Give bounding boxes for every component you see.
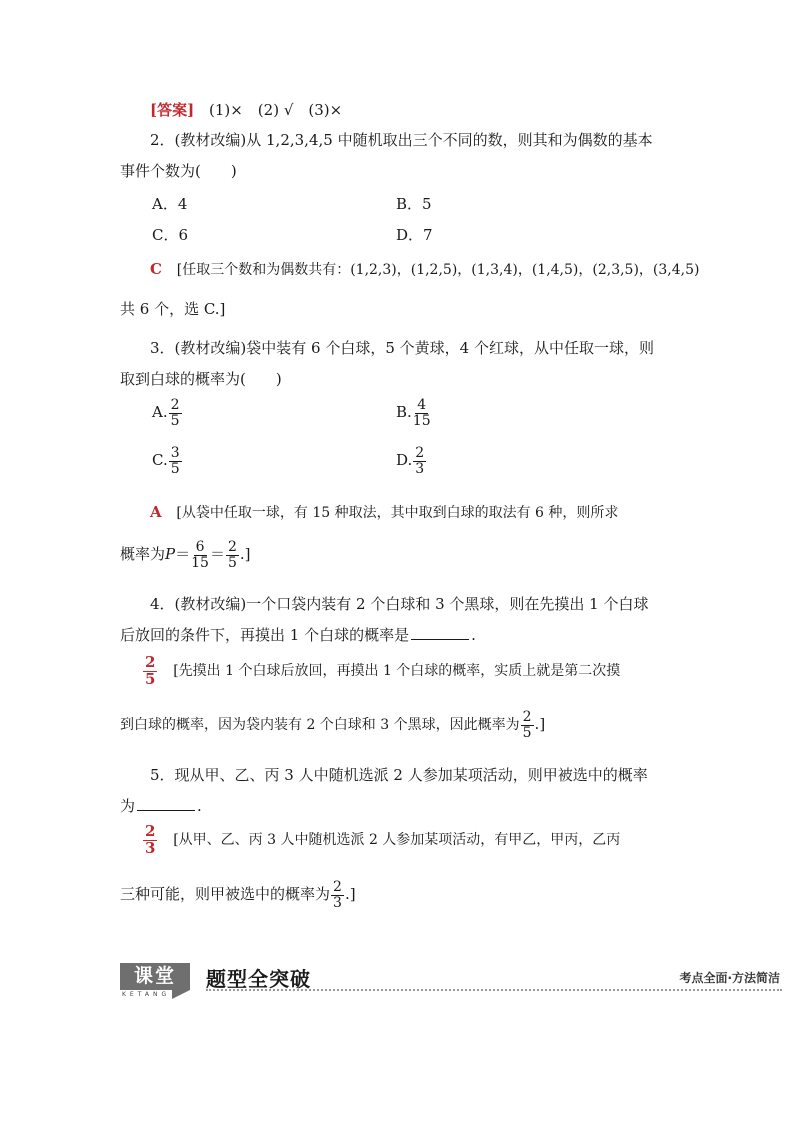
q3-option-c [152,446,183,476]
option-fraction: $\frac{4}{15}$ [412,397,431,429]
solution-suffix: .] [344,885,356,904]
q2-option-a: A．4 [152,195,188,213]
q3-solution-text: [从袋中任取一球，有 15 种取法，其中取到白球的取法有 6 种，则所求 [176,505,619,521]
q4-solution-text: [先摸出 1 个白球后放回，再摸出 1 个白球的概率，实质上就是第二次摸 [173,663,621,680]
banner-slogan: 考点全面·方法简洁 [679,971,780,985]
answer-blank [137,810,195,811]
option-letter: C. [152,451,168,470]
option-fraction: $\frac{3}{5}$ [170,445,180,477]
q5-solution-line2 [120,880,356,910]
equals-sign: ＝ [209,545,225,564]
option-letter: D. [396,451,413,470]
banner-dotted-rule [206,989,782,991]
q3-answer-letter: A [150,503,162,521]
solution-text: 三种可能，则甲被选中的概率为 [120,885,331,904]
option-fraction: $\frac{2}{5}$ [170,397,180,429]
fraction: $\frac{2}{3}$ [333,879,342,911]
equals-sign: ＝ [175,545,191,564]
q3-stem-line2: 取到白球的概率为( ) [120,370,282,388]
q3-option-d [396,446,427,476]
option-fraction: $\frac{2}{3}$ [415,445,425,477]
q4-stem-line2 [120,624,476,645]
q3-solution-line2 [120,540,251,570]
stem-text: 为 [120,797,136,815]
q5-solution-line1 [142,824,620,857]
banner-tag-tail [172,990,190,999]
q2-solution-line2: 共 6 个，选 C.] [120,300,226,318]
fraction: $\frac{2}{5}$ [522,709,532,741]
solution-text: 到白球的概率，因为袋内装有 2 个白球和 3 个黑球，因此概率为 [120,717,520,734]
answer-label: [答案] [150,101,195,119]
q5-answer-fraction: $\frac{2}{3}$ [145,822,156,857]
answer-marks: (1)× (2) √ (3)× [208,101,343,119]
fraction: $\frac{2}{5}$ [227,539,237,571]
q4-solution-line1 [142,655,620,688]
q5-stem-line1: 5．现从甲、乙、丙 3 人中随机选派 2 人参加某项活动，则甲被选中的概率 [150,766,648,784]
banner-title: 题型全突破 [206,967,311,991]
q3-option-b [396,398,432,428]
q1-answer-line [150,99,342,120]
answer-blank [411,639,469,640]
solution-suffix: .] [534,715,546,734]
option-letter: B. [396,403,412,422]
stem-period: . [197,797,202,815]
fraction: $\frac{6}{15}$ [191,539,209,571]
section-banner [120,963,782,999]
q3-stem-line1: 3．(教材改编)袋中装有 6 个白球，5 个黄球，4 个红球，从中任取一球，则 [150,339,654,357]
q4-answer-fraction: $\frac{2}{5}$ [145,653,156,688]
solution-suffix: .] [239,545,251,564]
option-letter: A. [152,403,168,422]
q2-stem-line2: 事件个数为( ) [120,162,237,180]
q2-option-d: D．7 [396,226,433,244]
banner-tag: 课堂 [120,963,190,990]
q2-stem-line1: 2．(教材改编)从 1,2,3,4,5 中随机取出三个不同的数，则其和为偶数的基本 [150,131,653,149]
stem-text: 后放回的条件下，再摸出 1 个白球的概率是 [120,626,410,644]
q4-solution-line2 [120,710,545,740]
q3-solution-line1 [150,502,618,522]
variable-p: P [165,545,176,564]
q2-solution-text: [任取三个数和为偶数共有：(1,2,3)，(1,2,5)，(1,3,4)，(1,4,5)，(2,3,5)，(3,4,5) [176,262,700,278]
q2-option-c: C．6 [152,226,189,244]
q2-answer-letter: C [150,260,162,278]
q2-solution-line1 [150,259,699,279]
q2-option-b: B．5 [396,195,432,213]
q4-stem-line1: 4．(教材改编)一个口袋内装有 2 个白球和 3 个黑球，则在先摸出 1 个白球 [150,595,649,613]
banner-pinyin: KETANG [122,991,171,998]
q5-solution-text: [从甲、乙、丙 3 人中随机选派 2 人参加某项活动，有甲乙，甲丙，乙丙 [173,832,621,849]
q3-option-a [152,398,183,428]
stem-period: . [471,626,476,644]
q5-stem-line2 [120,795,202,816]
solution-prefix: 概率为 [120,545,166,564]
